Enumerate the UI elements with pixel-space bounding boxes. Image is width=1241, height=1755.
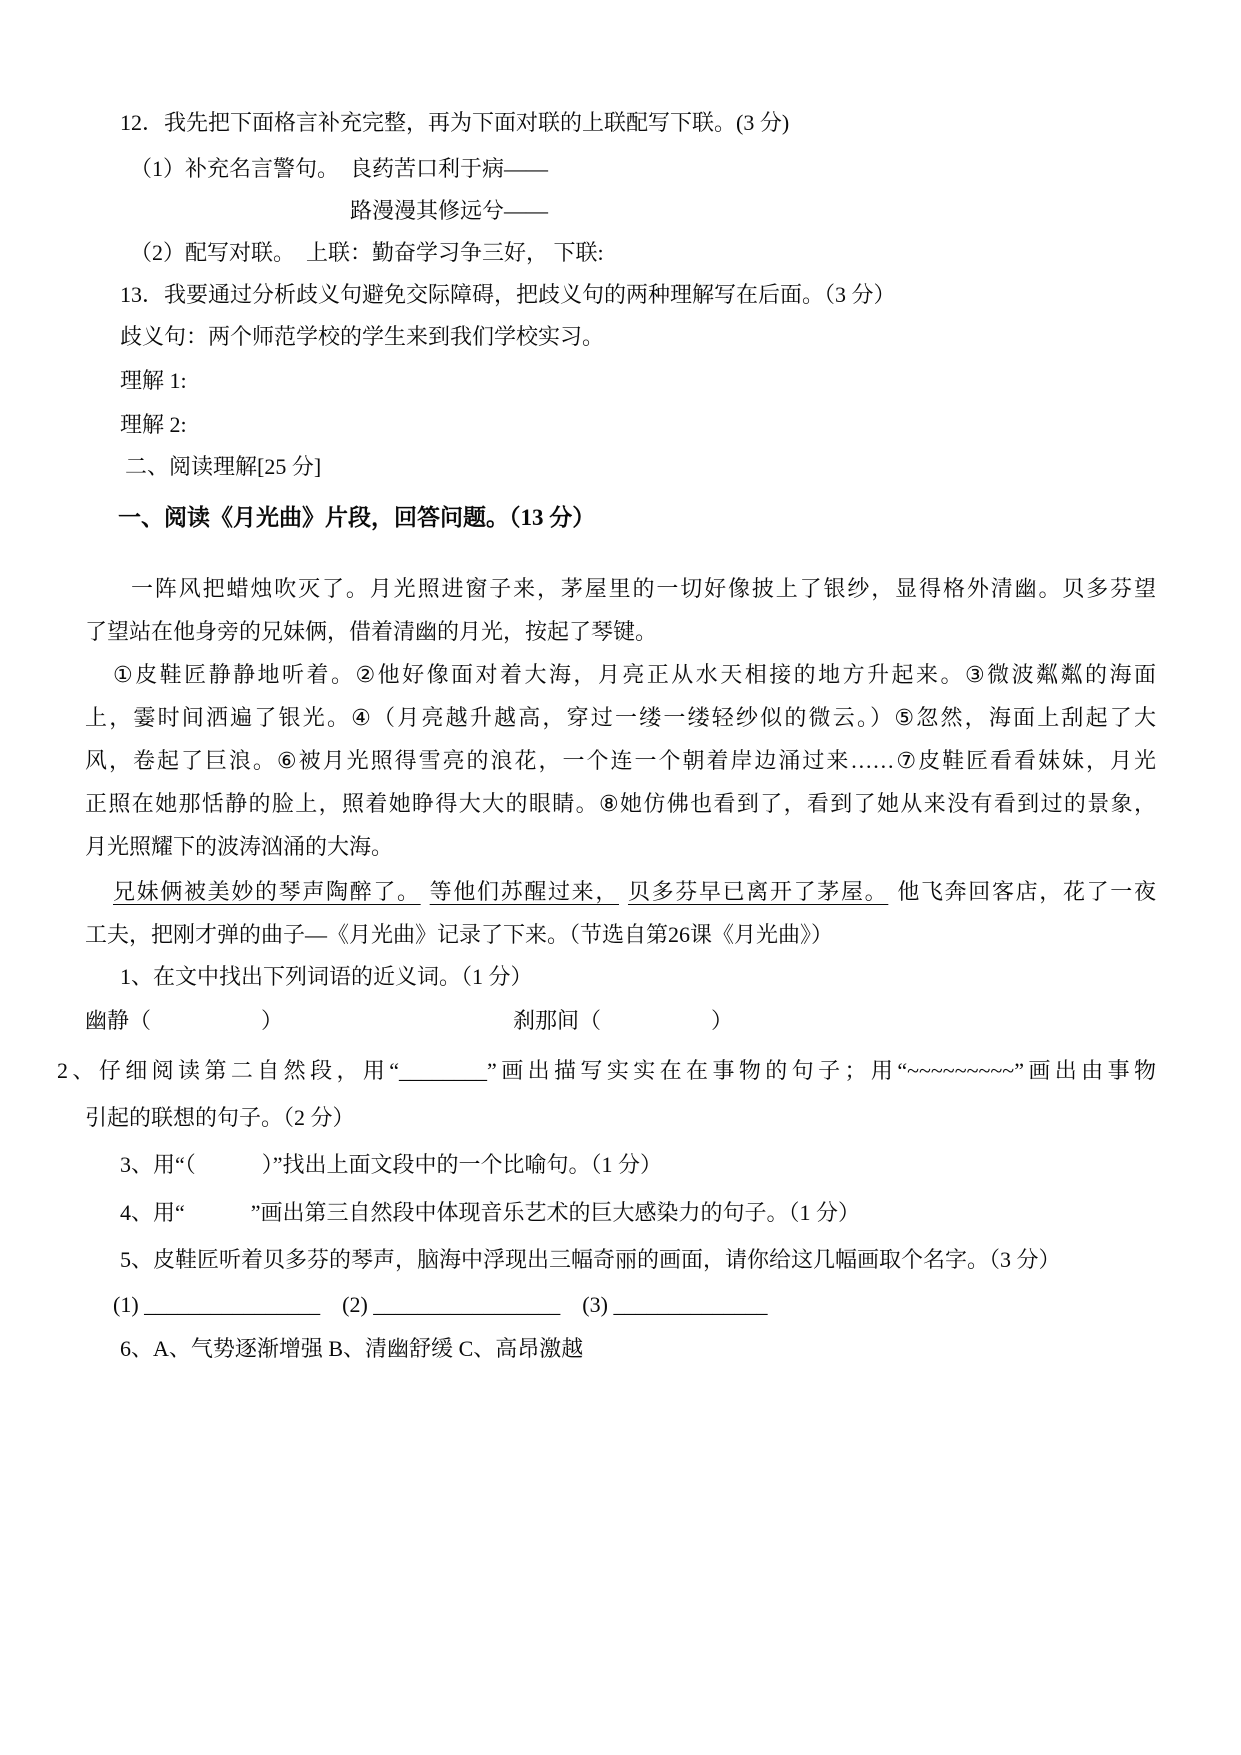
q2-text-2: ”画出描写实实在在事物的句子；用“ [487, 1058, 908, 1083]
reading-q5-blanks: (1) ________________ (2) _________________ (3) ______________ [113, 1292, 768, 1317]
question-12-sub2: （2）配写对联。 上联：勤奋学习争三好， 下联: [130, 240, 604, 265]
reading-q4: 4、用“ ”画出第三自然段中体现音乐艺术的巨大感染力的句子。（1 分） [120, 1200, 861, 1225]
q2-text-1: 2、仔细阅读第二自然段，用“ [57, 1058, 400, 1083]
reading-q5: 5、皮鞋匠听着贝多芬的琴声，脑海中浮现出三幅奇丽的画面，请你给这几幅画取个名字。（3 分） [120, 1247, 1061, 1272]
passage-p1-line1: 一阵风把蜡烛吹灭了。月光照进窗子来，茅屋里的一切好像披上了银纱，显得格外清幽。贝多芬望 [131, 576, 1156, 601]
reading-q2-line1 [57, 1047, 1156, 1094]
passage-p1-line2: 了望站在他身旁的兄妹俩，借着清幽的月光，按起了琴键。 [85, 619, 658, 644]
reading-q1: 1、在文中找出下列词语的近义词。（1 分） [120, 964, 533, 989]
reading-q1-blanks [85, 1000, 1156, 1042]
underlined-sentence-1: 兄妹俩被美妙的琴声陶醉了。 [113, 879, 421, 904]
question-13-understanding-1: 理解 1: [120, 368, 187, 393]
passage-p2-line3: 风，卷起了巨浪。⑥被月光照得雪亮的浪花，一个连一个朝着岸边涌过来……⑦皮鞋匠看看妹妹，月光 [85, 748, 1156, 773]
underlined-sentence-2: 等他们苏醒过来， [429, 879, 619, 904]
question-12-title: 12．我先把下面格言补充完整，再为下面对联的上联配写下联。(3 分) [120, 110, 790, 135]
passage-p3-line2: 工夫，把刚才弹的曲子—《月光曲》记录了下来。（节选自第26课《月光曲》） [85, 922, 834, 947]
passage-p2-line4: 正照在她那恬静的脸上，照着她睁得大大的眼睛。⑧她仿佛也看到了，看到了她从来没有看到过的景象， [85, 791, 1156, 816]
underlined-sentence-3: 贝多芬早已离开了茅屋。 [627, 879, 889, 904]
passage-p3-line1-rest: 他飞奔回客店，花了一夜 [897, 879, 1156, 904]
q2-solid-line-mark: ________ [399, 1058, 488, 1083]
synonym-blank-left: 幽静（ ） [85, 1008, 284, 1033]
reading-q6: 6、A、气势逐渐增强 B、清幽舒缓 C、高昂激越 [120, 1336, 584, 1361]
question-13-understanding-2: 理解 2: [120, 412, 187, 437]
question-12-sub1: （1）补充名言警句。 良药苦口利于病—— [130, 156, 549, 181]
synonym-blank-right: 刹那间（ ） [513, 1008, 734, 1033]
passage-p2-line5: 月光照耀下的波涛汹涌的大海。 [85, 834, 394, 859]
q2-text-3: ”画出由事物 [1014, 1058, 1156, 1083]
question-13-sentence: 歧义句：两个师范学校的学生来到我们学校实习。 [120, 324, 605, 349]
question-13-title: 13．我要通过分析歧义句避免交际障碍，把歧义句的两种理解写在后面。（3 分） [120, 282, 896, 307]
passage-p2-line2: 上，霎时间洒遍了银光。④（月亮越升越高，穿过一缕一缕轻纱似的微云。）⑤忽然，海面上刮起了大 [85, 705, 1156, 730]
q2-wavy-line-mark: ~~~~~~~~~ [907, 1058, 1015, 1083]
question-12-sub1-continuation: 路漫漫其修远兮—— [350, 198, 549, 223]
reading-title: 一、阅读《月光曲》片段，回答问题。（13 分） [118, 505, 596, 530]
reading-q2-line2: 引起的联想的句子。（2 分） [85, 1105, 355, 1130]
reading-q3: 3、用“（ ）”找出上面文段中的一个比喻句。（1 分） [120, 1152, 663, 1177]
passage-p2-line1: ①皮鞋匠静静地听着。②他好像面对着大海，月亮正从水天相接的地方升起来。③微波粼粼的海面 [113, 662, 1156, 687]
passage-p3-line1 [85, 870, 1156, 913]
section-2-heading: 二、阅读理解[25 分] [125, 454, 322, 479]
